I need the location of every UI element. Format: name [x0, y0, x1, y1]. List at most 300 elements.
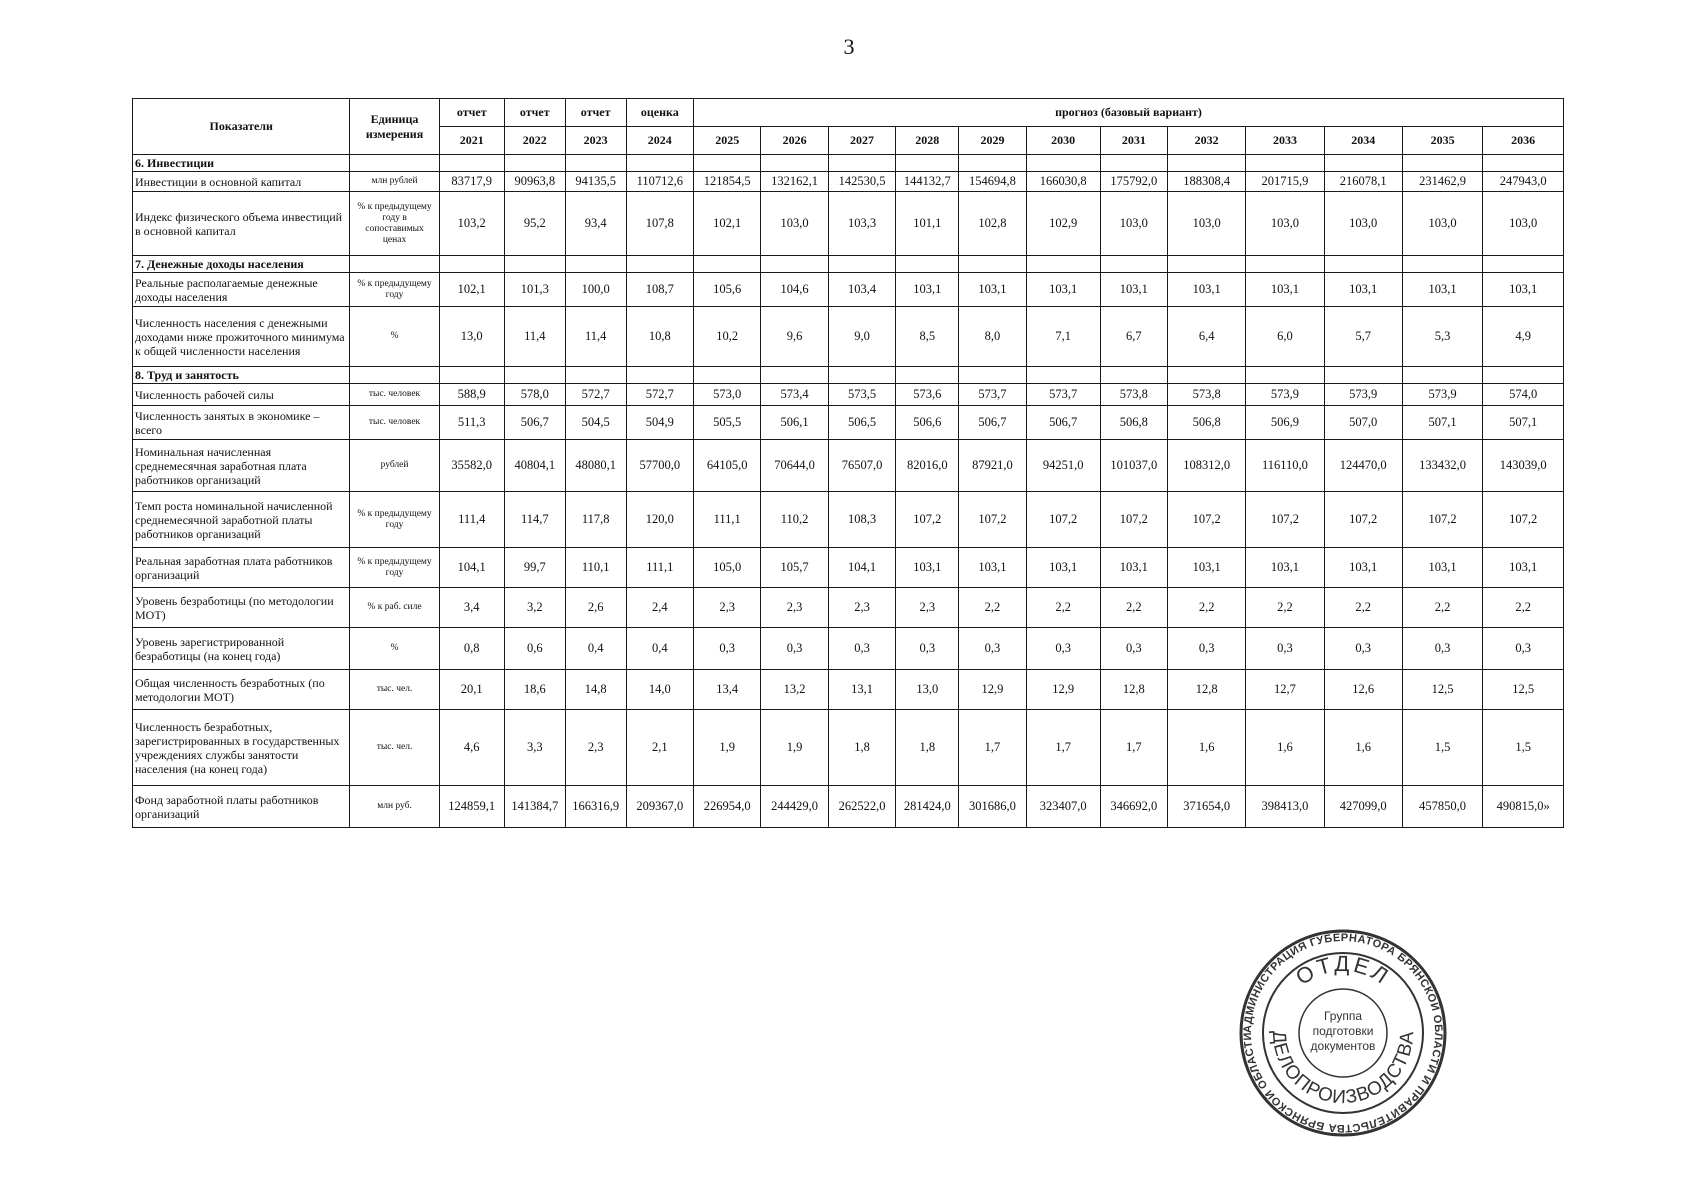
empty-cell	[761, 367, 828, 384]
empty-cell	[1026, 256, 1100, 273]
value-cell: 104,1	[439, 548, 504, 588]
value-cell: 578,0	[504, 384, 565, 406]
value-cell: 346692,0	[1100, 786, 1167, 828]
empty-cell	[504, 367, 565, 384]
value-cell: 13,4	[694, 670, 761, 710]
unit-cell: тыс. человек	[350, 384, 439, 406]
indicator-name: Индекс физического объема инвестиций в основной капитал	[133, 192, 350, 256]
value-cell: 2,3	[694, 588, 761, 628]
value-cell: 117,8	[565, 492, 626, 548]
value-cell: 103,1	[1402, 548, 1482, 588]
value-cell: 102,1	[439, 273, 504, 307]
value-cell: 1,8	[828, 710, 895, 786]
value-cell: 103,1	[959, 548, 1026, 588]
indicator-name: Уровень безработицы (по методологии МОТ)	[133, 588, 350, 628]
value-cell: 100,0	[565, 273, 626, 307]
value-cell: 573,4	[761, 384, 828, 406]
value-cell: 506,9	[1246, 406, 1324, 440]
value-cell: 18,6	[504, 670, 565, 710]
value-cell: 427099,0	[1324, 786, 1402, 828]
table-row	[133, 548, 1564, 588]
table-row	[133, 588, 1564, 628]
value-cell: 103,1	[1246, 548, 1324, 588]
value-cell: 166316,9	[565, 786, 626, 828]
value-cell: 1,9	[761, 710, 828, 786]
value-cell: 9,6	[761, 307, 828, 367]
value-cell: 573,5	[828, 384, 895, 406]
value-cell: 506,7	[959, 406, 1026, 440]
value-cell: 103,1	[896, 548, 959, 588]
value-cell: 103,2	[439, 192, 504, 256]
value-cell: 573,8	[1168, 384, 1246, 406]
indicator-name: Реальная заработная плата работников организаций	[133, 548, 350, 588]
value-cell: 572,7	[626, 384, 693, 406]
value-cell: 247943,0	[1483, 172, 1564, 192]
empty-cell	[761, 256, 828, 273]
value-cell: 70644,0	[761, 440, 828, 492]
empty-cell	[1100, 256, 1167, 273]
value-cell: 573,9	[1402, 384, 1482, 406]
value-cell: 35582,0	[439, 440, 504, 492]
value-cell: 103,1	[1026, 273, 1100, 307]
value-cell: 201715,9	[1246, 172, 1324, 192]
indicator-name: Общая численность безработных (по методологии МОТ)	[133, 670, 350, 710]
value-cell: 103,1	[1168, 548, 1246, 588]
value-cell: 133432,0	[1402, 440, 1482, 492]
section-row	[133, 155, 1564, 172]
value-cell: 102,1	[694, 192, 761, 256]
value-cell: 103,1	[959, 273, 1026, 307]
value-cell: 574,0	[1483, 384, 1564, 406]
empty-cell	[959, 256, 1026, 273]
unit-cell: рублей	[350, 440, 439, 492]
value-cell: 110712,6	[626, 172, 693, 192]
value-cell: 1,6	[1168, 710, 1246, 786]
empty-cell	[565, 155, 626, 172]
year-header: 2027	[828, 127, 895, 155]
empty-cell	[504, 256, 565, 273]
value-cell: 490815,0»	[1483, 786, 1564, 828]
value-cell: 57700,0	[626, 440, 693, 492]
value-cell: 114,7	[504, 492, 565, 548]
section-row	[133, 367, 1564, 384]
empty-cell	[1324, 155, 1402, 172]
value-cell: 103,0	[1483, 192, 1564, 256]
page-number: 3	[843, 34, 855, 59]
empty-cell	[1246, 155, 1324, 172]
value-cell: 5,7	[1324, 307, 1402, 367]
indicator-name: Номинальная начисленная среднемесячная заработная плата работников организаций	[133, 440, 350, 492]
value-cell: 13,2	[761, 670, 828, 710]
value-cell: 226954,0	[694, 786, 761, 828]
value-cell: 93,4	[565, 192, 626, 256]
value-cell: 244429,0	[761, 786, 828, 828]
period-type-header: отчет	[565, 99, 626, 127]
value-cell: 2,2	[1246, 588, 1324, 628]
value-cell: 103,1	[1402, 273, 1482, 307]
value-cell: 142530,5	[828, 172, 895, 192]
empty-cell	[1026, 155, 1100, 172]
official-seal	[1238, 928, 1448, 1138]
value-cell: 1,9	[694, 710, 761, 786]
value-cell: 2,3	[828, 588, 895, 628]
unit-cell: млн рублей	[350, 172, 439, 192]
value-cell: 12,9	[959, 670, 1026, 710]
value-cell: 103,0	[1168, 192, 1246, 256]
value-cell: 103,1	[1483, 273, 1564, 307]
empty-cell	[1100, 367, 1167, 384]
unit-cell: тыс. чел.	[350, 710, 439, 786]
value-cell: 209367,0	[626, 786, 693, 828]
value-cell: 0,3	[1026, 628, 1100, 670]
value-cell: 2,2	[1402, 588, 1482, 628]
value-cell: 262522,0	[828, 786, 895, 828]
value-cell: 110,1	[565, 548, 626, 588]
unit-cell: млн руб.	[350, 786, 439, 828]
value-cell: 12,6	[1324, 670, 1402, 710]
unit-header: Единица измерения	[350, 99, 439, 155]
empty-cell	[828, 256, 895, 273]
value-cell: 1,6	[1324, 710, 1402, 786]
value-cell: 110,2	[761, 492, 828, 548]
value-cell: 10,8	[626, 307, 693, 367]
value-cell: 504,5	[565, 406, 626, 440]
value-cell: 116110,0	[1246, 440, 1324, 492]
empty-cell	[565, 367, 626, 384]
section-title: 6. Инвестиции	[133, 155, 350, 172]
value-cell: 0,3	[896, 628, 959, 670]
value-cell: 0,3	[1402, 628, 1482, 670]
indicator-name: Уровень зарегистрированной безработицы (на конец года)	[133, 628, 350, 670]
value-cell: 506,5	[828, 406, 895, 440]
value-cell: 188308,4	[1168, 172, 1246, 192]
value-cell: 104,1	[828, 548, 895, 588]
value-cell: 573,9	[1246, 384, 1324, 406]
value-cell: 573,7	[959, 384, 1026, 406]
value-cell: 507,0	[1324, 406, 1402, 440]
value-cell: 107,2	[896, 492, 959, 548]
value-cell: 2,2	[1483, 588, 1564, 628]
year-header: 2025	[694, 127, 761, 155]
value-cell: 506,6	[896, 406, 959, 440]
unit-cell: тыс. чел.	[350, 670, 439, 710]
value-cell: 64105,0	[694, 440, 761, 492]
value-cell: 121854,5	[694, 172, 761, 192]
empty-cell	[694, 256, 761, 273]
value-cell: 82016,0	[896, 440, 959, 492]
value-cell: 2,6	[565, 588, 626, 628]
empty-cell	[1402, 155, 1482, 172]
empty-cell	[1168, 155, 1246, 172]
value-cell: 111,1	[694, 492, 761, 548]
indicator-name: Численность занятых в экономике – всего	[133, 406, 350, 440]
unit-cell: тыс. человек	[350, 406, 439, 440]
value-cell: 103,1	[1483, 548, 1564, 588]
value-cell: 2,4	[626, 588, 693, 628]
year-header: 2022	[504, 127, 565, 155]
value-cell: 102,9	[1026, 192, 1100, 256]
value-cell: 504,9	[626, 406, 693, 440]
empty-cell	[1168, 256, 1246, 273]
value-cell: 506,8	[1100, 406, 1167, 440]
value-cell: 166030,8	[1026, 172, 1100, 192]
value-cell: 12,5	[1402, 670, 1482, 710]
value-cell: 7,1	[1026, 307, 1100, 367]
empty-cell	[626, 155, 693, 172]
indicator-name: Темп роста номинальной начисленной среднемесячной заработной платы работников организаций	[133, 492, 350, 548]
svg-text:Группаподготовкидокументов: Группа подготовки документов	[1310, 1009, 1376, 1053]
value-cell: 0,3	[1168, 628, 1246, 670]
year-header: 2024	[626, 127, 693, 155]
value-cell: 0,3	[959, 628, 1026, 670]
value-cell: 231462,9	[1402, 172, 1482, 192]
value-cell: 12,8	[1100, 670, 1167, 710]
value-cell: 105,6	[694, 273, 761, 307]
value-cell: 107,8	[626, 192, 693, 256]
year-header: 2029	[959, 127, 1026, 155]
value-cell: 0,3	[1246, 628, 1324, 670]
empty-cell	[1483, 155, 1564, 172]
value-cell: 101,3	[504, 273, 565, 307]
year-header: 2035	[1402, 127, 1482, 155]
value-cell: 398413,0	[1246, 786, 1324, 828]
value-cell: 105,0	[694, 548, 761, 588]
empty-cell	[626, 367, 693, 384]
table-row	[133, 670, 1564, 710]
value-cell: 2,2	[1168, 588, 1246, 628]
value-cell: 90963,8	[504, 172, 565, 192]
value-cell: 94251,0	[1026, 440, 1100, 492]
indicator-name: Численность безработных, зарегистрированных в государственных учреждениях службы занятости населения (на конец года)	[133, 710, 350, 786]
unit-cell: % к предыдущему году	[350, 492, 439, 548]
value-cell: 573,0	[694, 384, 761, 406]
empty-cell	[1483, 256, 1564, 273]
empty-cell	[1246, 256, 1324, 273]
value-cell: 1,7	[1100, 710, 1167, 786]
empty-cell	[439, 155, 504, 172]
value-cell: 0,3	[828, 628, 895, 670]
empty-cell	[350, 367, 439, 384]
value-cell: 1,7	[1026, 710, 1100, 786]
value-cell: 0,3	[1483, 628, 1564, 670]
value-cell: 506,1	[761, 406, 828, 440]
value-cell: 0,4	[565, 628, 626, 670]
indicator-name: Численность населения с денежными доходами ниже прожиточного минимума к общей численности населения	[133, 307, 350, 367]
table-row	[133, 492, 1564, 548]
empty-cell	[350, 155, 439, 172]
value-cell: 124859,1	[439, 786, 504, 828]
value-cell: 11,4	[565, 307, 626, 367]
value-cell: 505,5	[694, 406, 761, 440]
value-cell: 101037,0	[1100, 440, 1167, 492]
value-cell: 13,0	[896, 670, 959, 710]
value-cell: 573,7	[1026, 384, 1100, 406]
empty-cell	[504, 155, 565, 172]
value-cell: 216078,1	[1324, 172, 1402, 192]
section-title: 8. Труд и занятость	[133, 367, 350, 384]
value-cell: 3,4	[439, 588, 504, 628]
value-cell: 103,1	[1168, 273, 1246, 307]
value-cell: 0,3	[1324, 628, 1402, 670]
value-cell: 588,9	[439, 384, 504, 406]
value-cell: 11,4	[504, 307, 565, 367]
value-cell: 175792,0	[1100, 172, 1167, 192]
empty-cell	[626, 256, 693, 273]
value-cell: 107,2	[1324, 492, 1402, 548]
value-cell: 103,1	[1324, 273, 1402, 307]
value-cell: 1,8	[896, 710, 959, 786]
value-cell: 9,0	[828, 307, 895, 367]
empty-cell	[1246, 367, 1324, 384]
value-cell: 13,0	[439, 307, 504, 367]
value-cell: 2,1	[626, 710, 693, 786]
value-cell: 0,3	[1100, 628, 1167, 670]
value-cell: 573,9	[1324, 384, 1402, 406]
value-cell: 94135,5	[565, 172, 626, 192]
value-cell: 457850,0	[1402, 786, 1482, 828]
table-row	[133, 786, 1564, 828]
section-title: 7. Денежные доходы населения	[133, 256, 350, 273]
value-cell: 0,6	[504, 628, 565, 670]
indicator-name: Фонд заработной платы работников организаций	[133, 786, 350, 828]
empty-cell	[1483, 367, 1564, 384]
empty-cell	[828, 155, 895, 172]
value-cell: 103,1	[1246, 273, 1324, 307]
value-cell: 108,7	[626, 273, 693, 307]
value-cell: 99,7	[504, 548, 565, 588]
value-cell: 1,5	[1483, 710, 1564, 786]
year-header: 2028	[896, 127, 959, 155]
value-cell: 48080,1	[565, 440, 626, 492]
value-cell: 103,3	[828, 192, 895, 256]
value-cell: 107,2	[1402, 492, 1482, 548]
value-cell: 572,7	[565, 384, 626, 406]
value-cell: 2,2	[1324, 588, 1402, 628]
value-cell: 108312,0	[1168, 440, 1246, 492]
value-cell: 506,7	[1026, 406, 1100, 440]
empty-cell	[1402, 367, 1482, 384]
value-cell: 573,8	[1100, 384, 1167, 406]
value-cell: 87921,0	[959, 440, 1026, 492]
value-cell: 371654,0	[1168, 786, 1246, 828]
value-cell: 143039,0	[1483, 440, 1564, 492]
value-cell: 3,3	[504, 710, 565, 786]
value-cell: 111,1	[626, 548, 693, 588]
value-cell: 1,7	[959, 710, 1026, 786]
value-cell: 103,0	[761, 192, 828, 256]
value-cell: 83717,9	[439, 172, 504, 192]
unit-cell: % к раб. силе	[350, 588, 439, 628]
value-cell: 103,0	[1402, 192, 1482, 256]
value-cell: 6,0	[1246, 307, 1324, 367]
unit-cell: %	[350, 628, 439, 670]
table-row	[133, 406, 1564, 440]
value-cell: 511,3	[439, 406, 504, 440]
empty-cell	[1026, 367, 1100, 384]
value-cell: 103,1	[896, 273, 959, 307]
svg-text:ДЕЛОПРОИЗВОДСТВА: ДЕЛОПРОИЗВОДСТВА	[1267, 1029, 1419, 1109]
value-cell: 2,3	[896, 588, 959, 628]
value-cell: 323407,0	[1026, 786, 1100, 828]
value-cell: 3,2	[504, 588, 565, 628]
empty-cell	[1402, 256, 1482, 273]
year-header: 2031	[1100, 127, 1167, 155]
indicator-name: Численность рабочей силы	[133, 384, 350, 406]
value-cell: 107,2	[1026, 492, 1100, 548]
period-type-header: отчет	[504, 99, 565, 127]
value-cell: 103,1	[1100, 548, 1167, 588]
value-cell: 2,3	[761, 588, 828, 628]
svg-text:ОТДЕЛ: ОТДЕЛ	[1291, 950, 1396, 991]
value-cell: 0,8	[439, 628, 504, 670]
value-cell: 301686,0	[959, 786, 1026, 828]
value-cell: 12,7	[1246, 670, 1324, 710]
svg-text:АДМИНИСТРАЦИЯ ГУБЕРНАТОРА БРЯН: АДМИНИСТРАЦИЯ ГУБЕРНАТОРА БРЯНСКОЙ ОБЛАСТИ И ПРАВИТЕЛЬСТВА БРЯНСКОЙ ОБЛАСТИ	[1241, 931, 1445, 1135]
value-cell: 107,2	[1168, 492, 1246, 548]
value-cell: 12,8	[1168, 670, 1246, 710]
value-cell: 12,5	[1483, 670, 1564, 710]
period-type-header: отчет	[439, 99, 504, 127]
value-cell: 0,3	[694, 628, 761, 670]
value-cell: 8,5	[896, 307, 959, 367]
value-cell: 2,2	[959, 588, 1026, 628]
value-cell: 0,3	[761, 628, 828, 670]
year-header: 2023	[565, 127, 626, 155]
value-cell: 102,8	[959, 192, 1026, 256]
empty-cell	[694, 155, 761, 172]
table-row	[133, 307, 1564, 367]
year-header: 2021	[439, 127, 504, 155]
value-cell: 103,0	[1246, 192, 1324, 256]
empty-cell	[761, 155, 828, 172]
year-header: 2033	[1246, 127, 1324, 155]
value-cell: 124470,0	[1324, 440, 1402, 492]
year-header: 2026	[761, 127, 828, 155]
empty-cell	[828, 367, 895, 384]
empty-cell	[1100, 155, 1167, 172]
value-cell: 1,6	[1246, 710, 1324, 786]
empty-cell	[1168, 367, 1246, 384]
value-cell: 507,1	[1483, 406, 1564, 440]
value-cell: 507,1	[1402, 406, 1482, 440]
value-cell: 4,6	[439, 710, 504, 786]
value-cell: 12,9	[1026, 670, 1100, 710]
indicator-header: Показатели	[133, 99, 350, 155]
value-cell: 6,7	[1100, 307, 1167, 367]
empty-cell	[1324, 367, 1402, 384]
value-cell: 154694,8	[959, 172, 1026, 192]
table-row	[133, 192, 1564, 256]
empty-cell	[694, 367, 761, 384]
empty-cell	[959, 367, 1026, 384]
value-cell: 104,6	[761, 273, 828, 307]
value-cell: 95,2	[504, 192, 565, 256]
value-cell: 14,0	[626, 670, 693, 710]
table-row	[133, 172, 1564, 192]
indicator-name: Реальные располагаемые денежные доходы населения	[133, 273, 350, 307]
value-cell: 108,3	[828, 492, 895, 548]
value-cell: 103,0	[1100, 192, 1167, 256]
year-header: 2030	[1026, 127, 1100, 155]
value-cell: 103,1	[1324, 548, 1402, 588]
section-row	[133, 256, 1564, 273]
seal-graphic	[1238, 928, 1448, 1138]
value-cell: 0,4	[626, 628, 693, 670]
value-cell: 111,4	[439, 492, 504, 548]
value-cell: 573,6	[896, 384, 959, 406]
value-cell: 6,4	[1168, 307, 1246, 367]
value-cell: 14,8	[565, 670, 626, 710]
